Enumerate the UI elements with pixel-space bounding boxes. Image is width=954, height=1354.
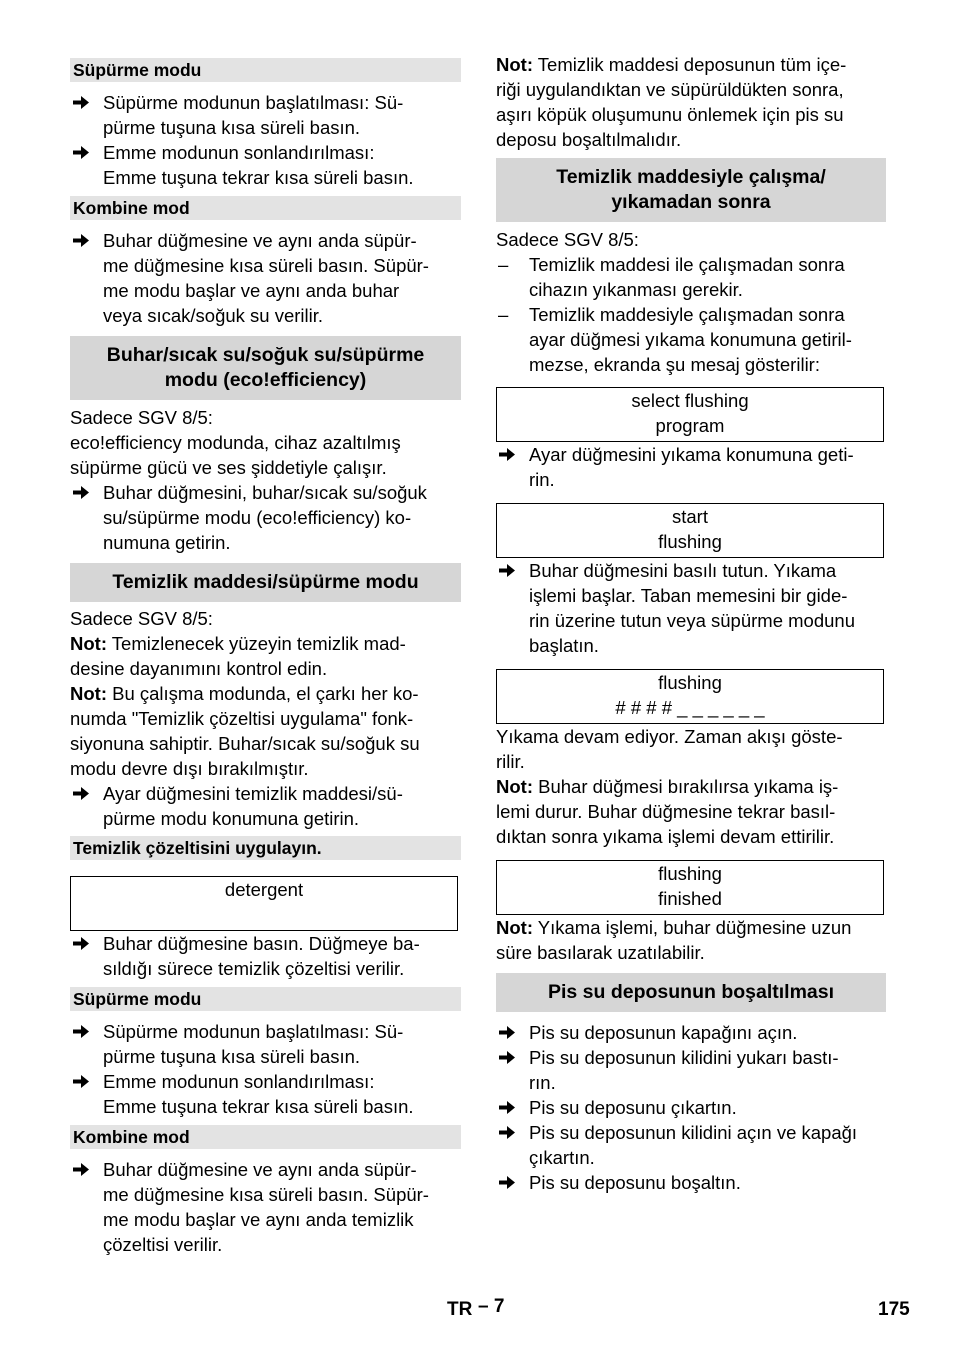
section-heading-after-detergent-flushing: Temizlik maddesiyle çalışma/ yıkamadan sonra <box>496 158 886 222</box>
section-heading-combined-mode-2: Kombine mod <box>70 1125 461 1149</box>
list-item: Buhar düğmesine ve aynı anda süpür- me düğmesine kısa süreli basın. Süpür- me modu başlar ve aynı anda temizlik çözeltisi verilir. <box>70 1157 461 1257</box>
section-heading-sweep-mode: Süpürme modu <box>70 58 461 82</box>
paragraph: Sadece SGV 8/5: Not: Temizlenecek yüzeyin temizlik mad- desine dayanımını kontrol edin. Not: Bu çalışma modunda, el çarkı her ko- numda "Temizlik çözeltisi uygulama" fonk- siyonuna sahiptir. Buhar/sıcak su/soğuk su modu devre dışı bırakılmıştır. <box>70 608 420 779</box>
arrow-right-icon <box>73 786 89 801</box>
dash-bullet: – <box>498 304 509 325</box>
list-item: Pis su deposunu boşaltın. <box>496 1170 886 1195</box>
list-item: Buhar düğmesine ve aynı anda süpür- me düğmesine kısa süreli basın. Süpür- me modu başlar ve aynı anda buhar veya sıcak/soğuk su verilir. <box>70 228 461 328</box>
footer-language: TR <box>447 1299 473 1320</box>
list-item: Emme modunun sonlandırılması: Emme tuşuna tekrar kısa süreli basın. <box>70 140 461 190</box>
paragraph: Not: Yıkama işlemi, buhar düğmesine uzun süre basılarak uzatılabilir. <box>496 917 852 963</box>
list-item: Ayar düğmesini temizlik maddesi/sü- pürme modu konumuna getirin. <box>70 781 461 831</box>
display-message-box: select flushing program <box>496 387 884 442</box>
arrow-right-icon <box>73 233 89 248</box>
display-message-box: detergent <box>70 876 458 931</box>
list-item: Buhar düğmesini, buhar/sıcak su/soğuk su/süpürme modu (eco!efficiency) ko- numuna getirin. <box>70 480 461 555</box>
arrow-right-icon <box>499 563 515 578</box>
arrow-right-icon <box>73 1162 89 1177</box>
left-column <box>70 58 461 1257</box>
arrow-right-icon <box>499 1125 515 1140</box>
right-column <box>496 52 886 1195</box>
list-item: Buhar düğmesine basın. Düğmeye ba- sıldığı sürece temizlik çözeltisi verilir. <box>70 931 461 981</box>
dash-bullet: – <box>498 254 509 275</box>
list-item: Emme modunun sonlandırılması: Emme tuşuna tekrar kısa süreli basın. <box>70 1069 461 1119</box>
list-item: – Temizlik maddesiyle çalışmadan sonra ayar düğmesi yıkama konumuna getiril- mezse, ekranda şu mesaj gösterilir: <box>498 304 852 375</box>
paragraph: Yıkama devam ediyor. Zaman akışı göste- rilir. Not: Buhar düğmesi bırakılırsa yıkama iş- lemi durur. Buhar düğmesine tekrar basıl- dıktan sonra yıkama işlemi devam ettirilir. <box>496 726 843 847</box>
list-item: Ayar düğmesini yıkama konumuna geti- rin. <box>496 442 886 492</box>
display-message-box: flushing # # # # _ _ _ _ _ _ <box>496 669 884 724</box>
arrow-right-icon <box>499 1175 515 1190</box>
section-heading-apply-detergent: Temizlik çözeltisini uygulayın. <box>70 836 461 860</box>
arrow-right-icon <box>73 1024 89 1039</box>
list-item: Süpürme modunun başlatılması: Sü- pürme tuşuna kısa süreli basın. <box>70 90 461 140</box>
paragraph: Sadece SGV 8/5: <box>496 229 639 250</box>
display-message-box: flushing finished <box>496 860 884 915</box>
page-number: 175 <box>878 1299 910 1320</box>
arrow-right-icon <box>73 936 89 951</box>
paragraph: Sadece SGV 8/5: eco!efficiency modunda, cihaz azaltılmış süpürme gücü ve ses şiddetiyle çalışır. <box>70 407 401 478</box>
section-heading-eco-efficiency: Buhar/sıcak su/soğuk su/süpürme modu (eco!efficiency) <box>70 336 461 400</box>
arrow-right-icon <box>73 145 89 160</box>
list-item: – Temizlik maddesi ile çalışmadan sonra cihazın yıkanması gerekir. <box>498 254 845 300</box>
arrow-right-icon <box>499 1100 515 1115</box>
arrow-right-icon <box>499 447 515 462</box>
display-message-box: start flushing <box>496 503 884 558</box>
section-heading-sweep-mode-2: Süpürme modu <box>70 987 461 1011</box>
list-item: Pis su deposunun kilidini açın ve kapağı çıkartın. <box>496 1120 886 1170</box>
section-heading-combined-mode: Kombine mod <box>70 196 461 220</box>
footer-section-number: – 7 <box>478 1296 505 1317</box>
list-item: Pis su deposunu çıkartın. <box>496 1095 886 1120</box>
arrow-right-icon <box>499 1050 515 1065</box>
list-item: Süpürme modunun başlatılması: Sü- pürme tuşuna kısa süreli basın. <box>70 1019 461 1069</box>
list-item: Pis su deposunun kapağını açın. <box>496 1020 886 1045</box>
section-heading-detergent-sweep-mode: Temizlik maddesi/süpürme modu <box>70 563 461 602</box>
arrow-right-icon <box>499 1025 515 1040</box>
paragraph: Not: Temizlik maddesi deposunun tüm içe- riği uygulandıktan ve süpürüldükten sonra, aşırı köpük oluşumunu önlemek için pis su deposu boşaltılmalıdır. <box>496 54 847 150</box>
arrow-right-icon <box>73 1074 89 1089</box>
arrow-right-icon <box>73 95 89 110</box>
arrow-right-icon <box>73 485 89 500</box>
list-item: Buhar düğmesini basılı tutun. Yıkama işlemi başlar. Taban memesini bir gide- rin üzerine tutun veya süpürme modunu başlatın. <box>496 558 886 658</box>
list-item: Pis su deposunun kilidini yukarı bastı- rın. <box>496 1045 886 1095</box>
section-heading-empty-dirty-water-tank: Pis su deposunun boşaltılması <box>496 973 886 1012</box>
